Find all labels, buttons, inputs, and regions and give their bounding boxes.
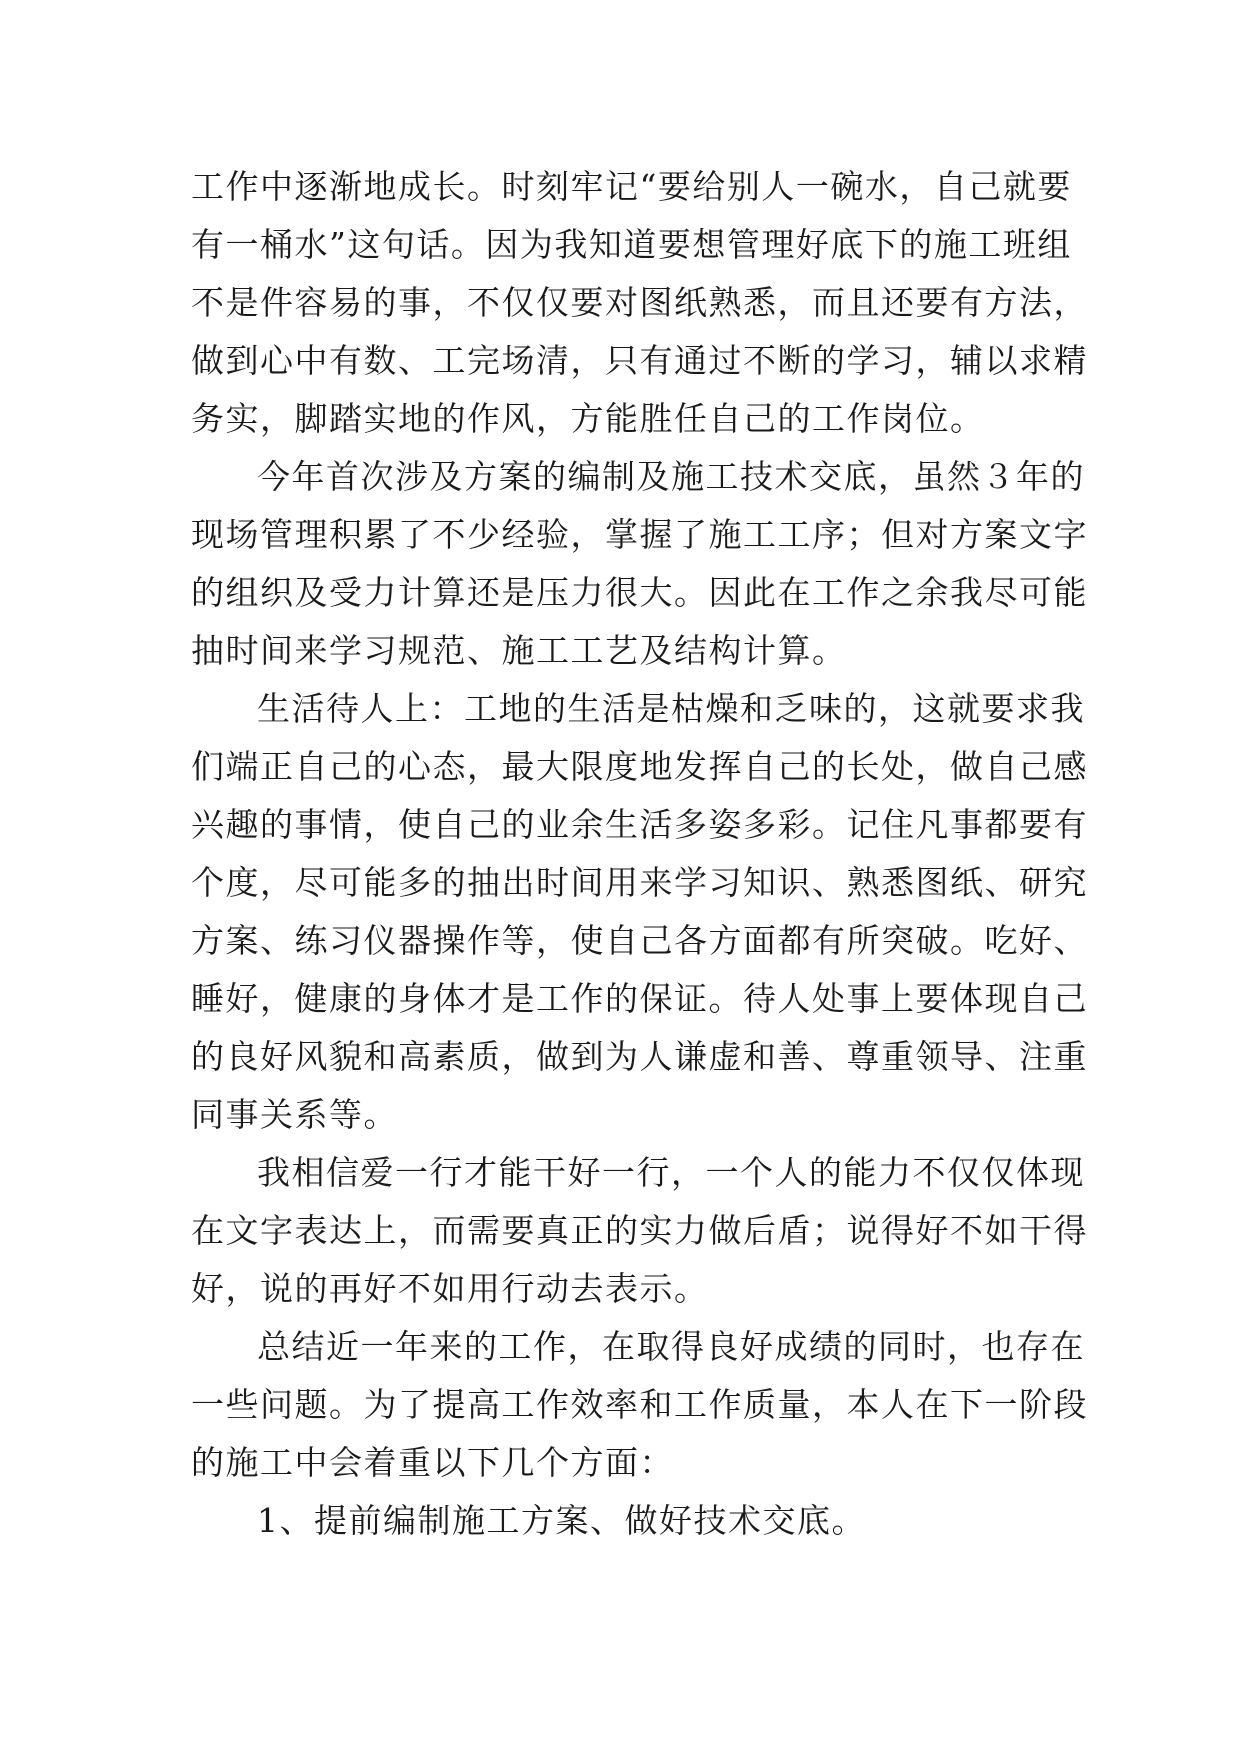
paragraph xyxy=(191,1318,1088,1492)
text-line: 一些问题。为了提高工作效率和工作质量，本人在下一阶段 xyxy=(191,1385,1088,1424)
text-line: 务实，脚踏实地的作风，方能胜任自己的工作岗位。 xyxy=(191,399,985,438)
paragraph xyxy=(191,680,1088,1144)
text-line: 好，说的再好不如用行动去表示。 xyxy=(191,1269,709,1308)
text-line: 做到心中有数、工完场清，只有通过不断的学习，辅以求精 xyxy=(191,341,1088,380)
paragraph xyxy=(191,448,1088,680)
paragraph xyxy=(191,1144,1088,1318)
text-line: 生活待人上：工地的生活是枯燥和乏味的，这就要求我 xyxy=(257,689,1085,728)
text-line: 现场管理积累了不少经验，掌握了施工工序；但对方案文字 xyxy=(191,515,1088,554)
paragraph xyxy=(191,1492,1071,1550)
text-line: 我相信爱一行才能干好一行，一个人的能力不仅仅体现 xyxy=(257,1153,1085,1192)
text-line: 方案、练习仪器操作等，使自己各方面都有所突破。吃好、 xyxy=(191,921,1088,960)
text-line: 的组织及受力计算还是压力很大。因此在工作之余我尽可能 xyxy=(191,573,1088,612)
text-line: 们端正自己的心态，最大限度地发挥自己的长处，做自己感 xyxy=(191,747,1088,786)
body-text xyxy=(191,158,1088,1550)
text-line: 抽时间来学习规范、施工工艺及结构计算。 xyxy=(191,631,847,670)
text-line: 的良好风貌和高素质，做到为人谦虚和善、尊重领导、注重 xyxy=(191,1037,1088,1076)
list-item: 1、提前编制施工方案、做好技术交底。 xyxy=(257,1501,866,1540)
text-line: 今年首次涉及方案的编制及施工技术交底，虽然３年的 xyxy=(257,457,1085,496)
text-line: 睡好，健康的身体才是工作的保证。待人处事上要体现自己 xyxy=(191,979,1088,1018)
text-line: 同事关系等。 xyxy=(191,1095,398,1134)
text-line: 有一桶水”这句话。因为我知道要想管理好底下的施工班组 xyxy=(191,225,1072,264)
text-line: 在文字表达上，而需要真正的实力做后盾；说得好不如干得 xyxy=(191,1211,1088,1250)
text-line: 个度，尽可能多的抽出时间用来学习知识、熟悉图纸、研究 xyxy=(191,863,1088,902)
text-line: 总结近一年来的工作，在取得良好成绩的同时，也存在 xyxy=(257,1327,1085,1366)
text-line: 的施工中会着重以下几个方面： xyxy=(191,1443,674,1482)
text-line: 兴趣的事情，使自己的业余生活多姿多彩。记住凡事都要有 xyxy=(191,805,1088,844)
text-line: 不是件容易的事，不仅仅要对图纸熟悉，而且还要有方法， xyxy=(191,283,1088,322)
text-line: 工作中逐渐地成长。时刻牢记“要给别人一碗水，自己就要 xyxy=(191,167,1072,206)
paragraph xyxy=(191,158,1088,448)
